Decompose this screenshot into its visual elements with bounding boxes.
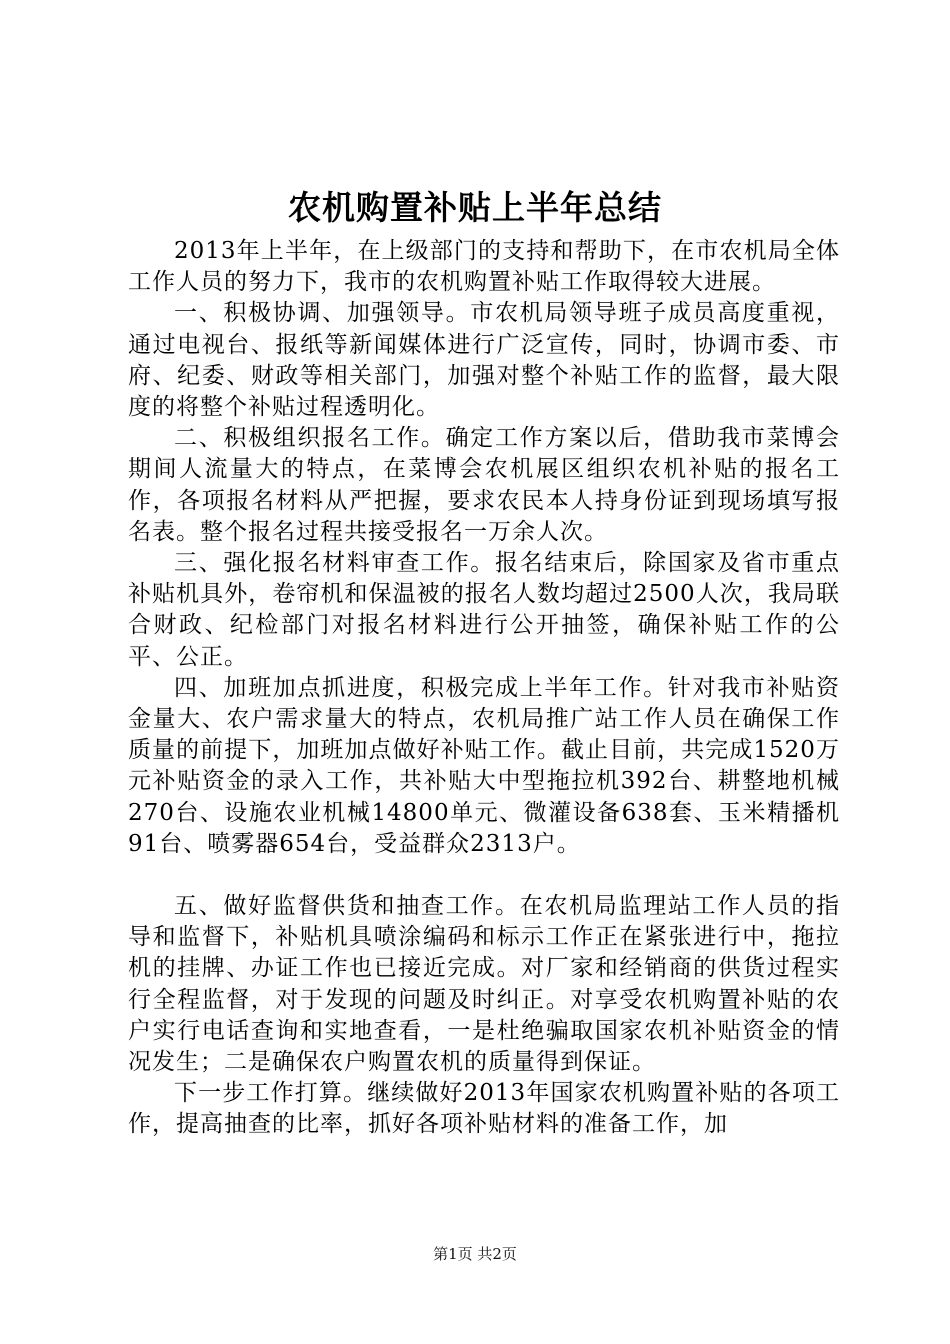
page-number: 第1页 共2页 bbox=[433, 1245, 517, 1263]
paragraph-intro: 2013年上半年，在上级部门的支持和帮助下，在市农机局全体工作人员的努力下，我市的农机购置补贴工作取得较大进展。 bbox=[128, 238, 840, 296]
document-title: 农机购置补贴上半年总结 bbox=[288, 188, 662, 227]
paragraph-section-2: 二、积极组织报名工作。确定工作方案以后，借助我市菜博会期间人流量大的特点，在菜博会农机展区组织农机补贴的报名工作，各项报名材料从严把握，要求农民本人持身份证到现场填写报名表。整个报名过程共接受报名一万余人次。 bbox=[128, 425, 840, 545]
paragraph-section-1: 一、积极协调、加强领导。市农机局领导班子成员高度重视，通过电视台、报纸等新闻媒体进行广泛宣传，同时，协调市委、市府、纪委、财政等相关部门，加强对整个补贴工作的监督，最大限度的将整个补贴过程透明化。 bbox=[128, 300, 840, 421]
paragraph-next-steps: 下一步工作打算。继续做好2013年国家农机购置补贴的各项工作，提高抽查的比率，抓好各项补贴材料的准备工作，加 bbox=[128, 1080, 840, 1138]
paragraph-section-5: 五、做好监督供货和抽查工作。在农机局监理站工作人员的指导和监督下，补贴机具喷涂编码和标示工作正在紧张进行中，拖拉机的挂牌、办证工作也已接近完成。对厂家和经销商的供货过程实行全程监督，对于发现的问题及时纠正。对享受农机购置补贴的农户实行电话查询和实地查看，一是杜绝骗取国家农机补贴资金的情况发生；二是确保农户购置农机的质量得到保证。 bbox=[128, 893, 840, 1076]
paragraph-section-3: 三、强化报名材料审查工作。报名结束后，除国家及省市重点补贴机具外，卷帘机和保温被的报名人数均超过2500人次，我局联合财政、纪检部门对报名材料进行公开抽签，确保补贴工作的公平、公正。 bbox=[128, 550, 840, 670]
document-body bbox=[128, 236, 840, 1141]
paragraph-section-4: 四、加班加点抓进度，积极完成上半年工作。针对我市补贴资金量大、农户需求量大的特点，农机局推广站工作人员在确保工作质量的前提下，加班加点做好补贴工作。截止目前，共完成1520万元补贴资金的录入工作，共补贴大中型拖拉机392台、耕整地机械270台、设施农业机械14800单元、微灌设备638套、玉米精播机91台、喷雾器654台，受益群众2313户。 bbox=[128, 674, 840, 857]
